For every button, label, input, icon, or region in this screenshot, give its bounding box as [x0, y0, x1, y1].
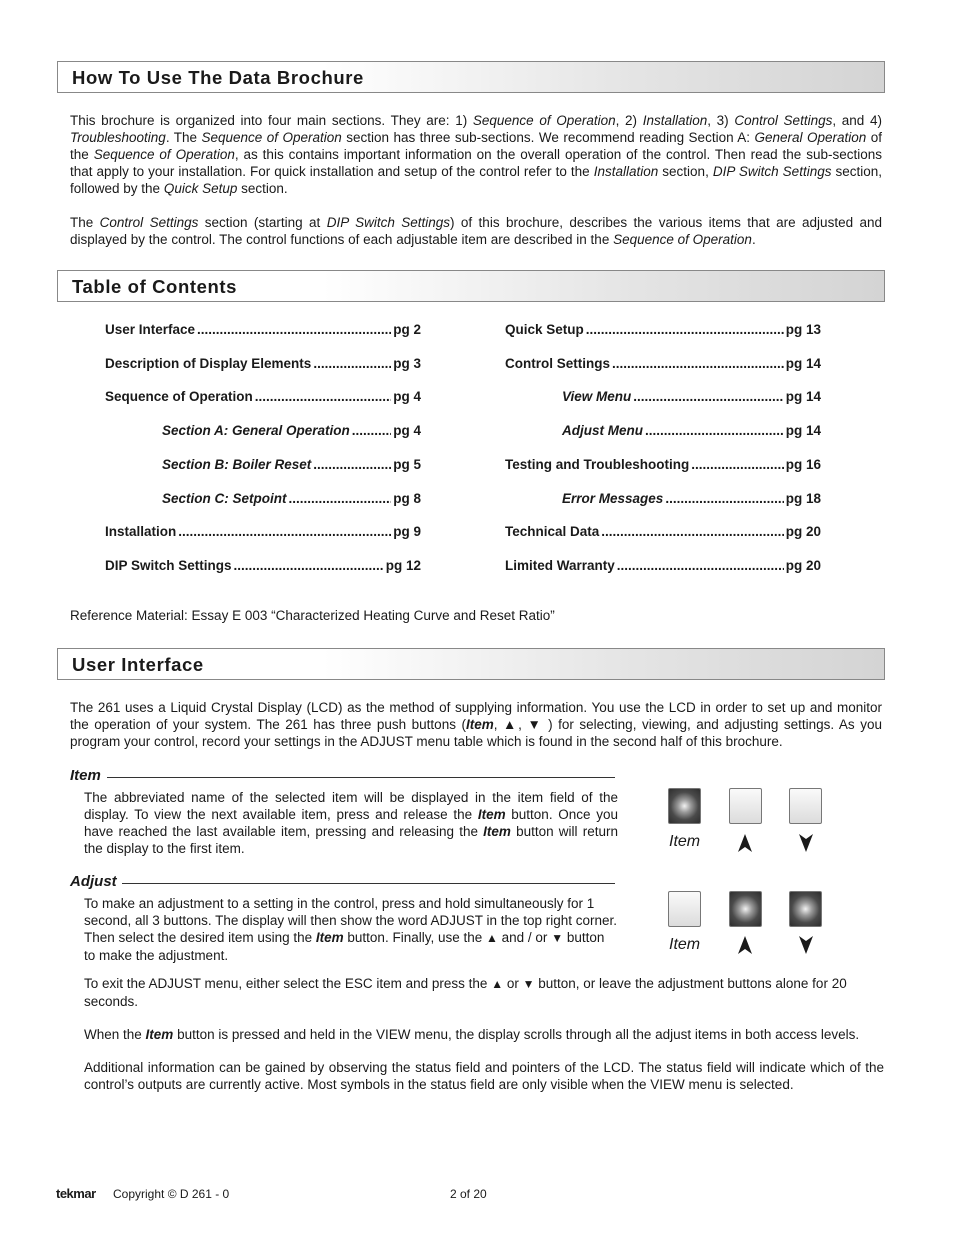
section-header-user-interface: [57, 648, 885, 680]
down-button[interactable]: [789, 788, 822, 824]
item-button-label: Item: [669, 833, 701, 850]
footer: [56, 1186, 896, 1204]
up-button[interactable]: [729, 788, 762, 824]
toc-entry-label: Description of Display Elements: [105, 355, 312, 371]
toc-entry-label: Control Settings: [505, 355, 610, 371]
item-button[interactable]: [668, 788, 701, 824]
down-arrow-icon: [799, 936, 813, 954]
toc-entry[interactable]: [162, 491, 421, 506]
toc-entry-label: Adjust Menu: [562, 423, 643, 439]
toc-entry-page: pg 4: [393, 389, 421, 405]
toc-entry[interactable]: [162, 457, 421, 472]
item-heading-rule: [107, 777, 615, 778]
toc-leader-dots: [178, 524, 391, 539]
item-description: The abbreviated name of the selected item will be displayed in the item field of the display. To view the next available item, press and release the Item button. Once you have reached the last available item, pressing and releasing the Item button will return the display to the first item.: [84, 790, 618, 856]
toc-entry-page: pg 8: [393, 490, 421, 506]
toc-entry-page: pg 14: [785, 423, 821, 439]
up-arrow-icon: ▲: [486, 931, 498, 945]
toc-entry-page: pg 14: [785, 389, 821, 405]
adjust-heading: Adjust: [70, 873, 117, 890]
down-arrow-icon: ▼: [551, 931, 564, 945]
toc-entry-page: pg 4: [393, 423, 421, 439]
toc-entry[interactable]: [505, 524, 821, 539]
toc-entry-page: pg 12: [385, 557, 421, 573]
toc-leader-dots: [645, 423, 784, 438]
toc-entry-page: pg 18: [785, 490, 821, 506]
toc-leader-dots: [617, 558, 784, 573]
adjust-description: To make an adjustment to a setting in the control, press and hold simultaneously for 1 second, all 3 buttons. The display will then show the word ADJUST in the top right corner. Then select the desired item using the Item button. Finally, use the ▲ and / or ▼ button to make the adjustment.: [84, 896, 618, 963]
toc-entry[interactable]: [562, 423, 821, 438]
toc-leader-dots: [601, 524, 783, 539]
toc-leader-dots: [234, 558, 384, 573]
toc-entry[interactable]: [505, 558, 821, 573]
up-arrow-icon: ▲: [491, 977, 504, 991]
down-button[interactable]: [789, 891, 822, 927]
toc-entry-page: pg 20: [785, 524, 821, 540]
toc-entry[interactable]: [105, 558, 421, 573]
toc-leader-dots: [197, 322, 391, 337]
toc-entry[interactable]: [105, 322, 421, 337]
toc-entry[interactable]: [562, 389, 821, 404]
toc-entry-label: Sequence of Operation: [105, 389, 253, 405]
toc-entry-label: DIP Switch Settings: [105, 557, 232, 573]
toc-leader-dots: [352, 423, 391, 438]
toc-leader-dots: [691, 457, 783, 472]
toc-leader-dots: [255, 389, 391, 404]
toc-entry-page: pg 9: [393, 524, 421, 540]
toc-entry-label: Testing and Troubleshooting: [505, 456, 690, 472]
toc-entry[interactable]: [505, 322, 821, 337]
toc-entry-page: pg 3: [393, 355, 421, 371]
up-arrow-icon: [738, 834, 752, 852]
ui-intro-paragraph: The 261 uses a Liquid Crystal Display (LCD) as the method of supplying information. You use the LCD in order to set up and monitor the operation of your system. The 261 has three push buttons (Item, ▲, ▼ ) for selecting, viewing, and adjusting settings. As you program your control, record your settings in the ADJUST menu table which is found in the second half of this brochure.: [70, 700, 882, 749]
toc-entry-label: Installation: [105, 524, 177, 540]
toc-entry-page: pg 5: [393, 456, 421, 472]
section-title: Table of Contents: [72, 276, 238, 297]
toc-entry-label: Error Messages: [562, 490, 664, 506]
toc-entry-page: pg 13: [785, 322, 821, 337]
section-title: User Interface: [72, 654, 204, 675]
how-to-paragraph-1: This brochure is organized into four main sections. They are: 1) Sequence of Operation, 2) Installation, 3) Control Settings, and 4) Troubleshooting. The Sequence of Operation section has three sub-sections. We recommend reading Section A: General Operation of the Sequence of Operation, as this contains important information on the overall operation of the control. Then read the sub-sections that apply to your installation. For quick installation and setup of the control refer to the Installation section, DIP Switch Settings section, followed by the Quick Setup section.: [70, 113, 883, 196]
toc-entry-page: pg 2: [393, 322, 421, 337]
toc-leader-dots: [612, 356, 784, 371]
toc-leader-dots: [665, 491, 783, 506]
toc-entry-label: Section B: Boiler Reset: [162, 456, 312, 472]
item-button-label: Item: [669, 936, 701, 953]
how-to-paragraph-2: The Control Settings section (starting at DIP Switch Settings) of this brochure, describes the various items that are adjusted and displayed by the control. The control functions of each adjustable item are described in the Sequence of Operation.: [70, 215, 882, 247]
toc-entry[interactable]: [105, 356, 421, 371]
toc-entry-label: User Interface: [105, 322, 196, 337]
section-title: How To Use The Data Brochure: [72, 67, 364, 88]
toc-entry-page: pg 20: [785, 557, 821, 573]
toc-entry[interactable]: [105, 389, 421, 404]
toc-leader-dots: [313, 356, 391, 371]
toc-entry[interactable]: [105, 524, 421, 539]
additional-info-text: Additional information can be gained by observing the status field and pointers of the LCD. The status field will indicate which of the control’s outputs are currently active. Most symbols in the status field are only visible when the VIEW menu is selected.: [84, 1060, 884, 1092]
toc-entry-label: Limited Warranty: [505, 557, 615, 573]
item-heading: Item: [70, 767, 101, 784]
down-arrow-icon: ▼: [522, 977, 535, 991]
up-button[interactable]: [729, 891, 762, 927]
toc-entry[interactable]: [505, 457, 821, 472]
toc-leader-dots: [313, 457, 391, 472]
adjust-heading-rule: [122, 883, 615, 884]
down-arrow-icon: [799, 834, 813, 852]
up-arrow-icon: [738, 936, 752, 954]
toc-entry-page: pg 16: [785, 456, 821, 472]
toc-entry-page: pg 14: [785, 355, 821, 371]
exit-adjust-text: To exit the ADJUST menu, either select the ESC item and press the ▲ or ▼ button, or leave the adjustment buttons alone for 20 seconds.: [84, 976, 847, 1009]
section-header-how-to: [57, 61, 885, 93]
toc-entry-label: Quick Setup: [505, 322, 584, 337]
toc-leader-dots: [633, 389, 783, 404]
toc-entry-label: Section C: Setpoint: [162, 490, 287, 506]
up-arrow-icon: ▲: [503, 717, 519, 732]
item-button[interactable]: [668, 891, 701, 927]
down-arrow-icon: ▼: [527, 717, 543, 732]
toc-leader-dots: [289, 491, 392, 506]
toc-entry-label: View Menu: [562, 389, 632, 405]
toc-entry-label: Section A: General Operation: [162, 423, 350, 439]
section-header-toc: [57, 270, 885, 302]
tekmar-logo: tekmar: [56, 1186, 96, 1201]
toc-entry[interactable]: [162, 423, 421, 438]
reference-material: Reference Material: Essay E 003 “Characterized Heating Curve and Reset Ratio”: [70, 608, 555, 623]
copyright: Copyright © D 261 - 0: [113, 1187, 230, 1201]
toc-entry-label: Technical Data: [505, 524, 600, 540]
toc-leader-dots: [586, 322, 784, 337]
view-menu-text: When the Item button is pressed and held in the VIEW menu, the display scrolls through all the adjust items in both access levels.: [84, 1027, 860, 1042]
toc-entry[interactable]: [505, 356, 821, 371]
page-number: 2 of 20: [450, 1187, 487, 1201]
toc-entry[interactable]: [562, 491, 821, 506]
